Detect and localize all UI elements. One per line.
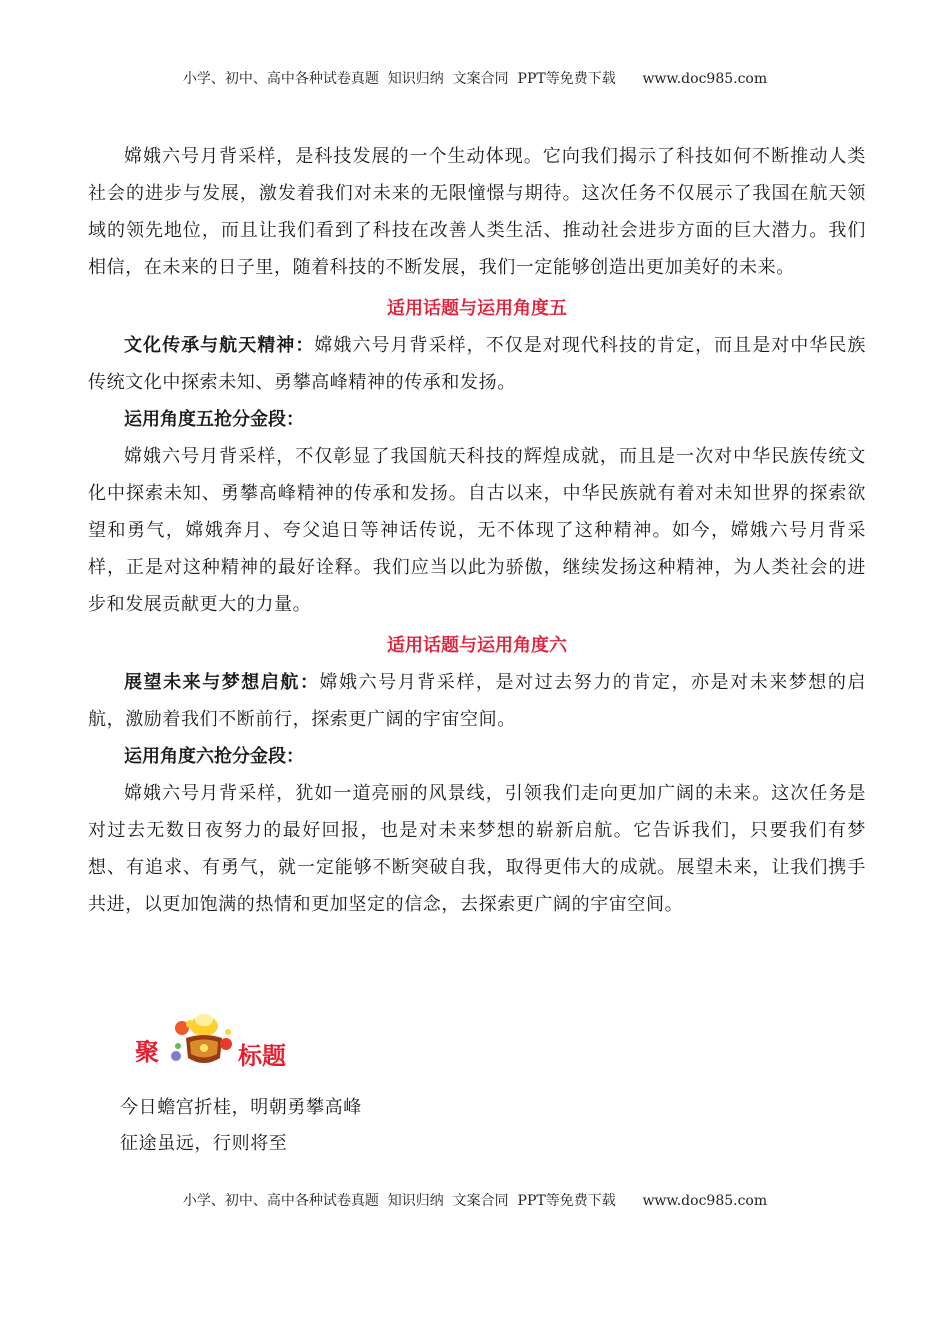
logo-left-char: 聚 xyxy=(135,1038,159,1066)
main-content xyxy=(88,138,866,923)
logo-right-text: 标题 xyxy=(238,1042,286,1070)
section-5-lead-paragraph xyxy=(88,327,866,401)
section-5-title: 适用话题与运用角度五 xyxy=(387,298,567,319)
section-5-paragraph: 嫦娥六号月背采样，不仅彰显了我国航天科技的辉煌成就，而且是一次对中华民族传统文化中探索未知、勇攀高峰精神的传承和发扬。自古以来，中华民族就有着对未知世界的探索欲望和勇气，嫦娥奔月、夸父追日等神话传说，无不体现了这种精神。如今，嫦娥六号月背采样，正是对这种精神的最好诠释。我们应当以此为骄傲，继续发扬这种精神，为人类社会的进步和发展贡献更大的力量。 xyxy=(88,446,866,615)
page-header: 小学、初中、高中各种试卷真题 知识归纳 文案合同 PPT等免费下载 www.doc985.com xyxy=(182,71,768,87)
title-line-2: 征途虽远，行则将至 xyxy=(120,1133,288,1154)
title-logo xyxy=(130,1000,330,1080)
page-footer: 小学、初中、高中各种试卷真题 知识归纳 文案合同 PPT等免费下载 www.doc985.com xyxy=(182,1193,768,1209)
section-5-subheading: 运用角度五抢分金段： xyxy=(124,409,304,430)
title-line-1: 今日蟾宫折桂，明朝勇攀高峰 xyxy=(120,1097,362,1118)
section-6-subheading: 运用角度六抢分金段： xyxy=(124,746,304,767)
section-6-lead-text: 嫦娥六号月背采样，是对过去努力的肯定，亦是对未来梦想的启航，激励着我们不断前行，探索更广阔的宇宙空间。 xyxy=(88,672,867,730)
section-5-lead: 文化传承与航天精神： xyxy=(124,335,315,356)
title-list xyxy=(120,1090,362,1162)
section-6-title: 适用话题与运用角度六 xyxy=(387,635,567,656)
section-6-lead-paragraph xyxy=(88,664,866,738)
treasure-pot-icon xyxy=(168,1006,238,1074)
section-5-lead-text: 嫦娥六号月背采样，不仅是对现代科技的肯定，而且是对中华民族传统文化中探索未知、勇攀高峰精神的传承和发扬。 xyxy=(88,335,866,393)
section-6-paragraph: 嫦娥六号月背采样，犹如一道亮丽的风景线，引领我们走向更加广阔的未来。这次任务是对过去无数日夜努力的最好回报，也是对未来梦想的崭新启航。它告诉我们，只要我们有梦想、有追求、有勇气，就一定能够不断突破自我，取得更伟大的成就。展望未来，让我们携手共进，以更加饱满的热情和更加坚定的信念，去探索更广阔的宇宙空间。 xyxy=(88,783,866,915)
intro-paragraph: 嫦娥六号月背采样，是科技发展的一个生动体现。它向我们揭示了科技如何不断推动人类社会的进步与发展，激发着我们对未来的无限憧憬与期待。这次任务不仅展示了我国在航天领域的领先地位，而且让我们看到了科技在改善人类生活、推动社会进步方面的巨大潜力。我们相信，在未来的日子里，随着科技的不断发展，我们一定能够创造出更加美好的未来。 xyxy=(88,146,866,278)
section-6-lead: 展望未来与梦想启航： xyxy=(124,672,320,693)
